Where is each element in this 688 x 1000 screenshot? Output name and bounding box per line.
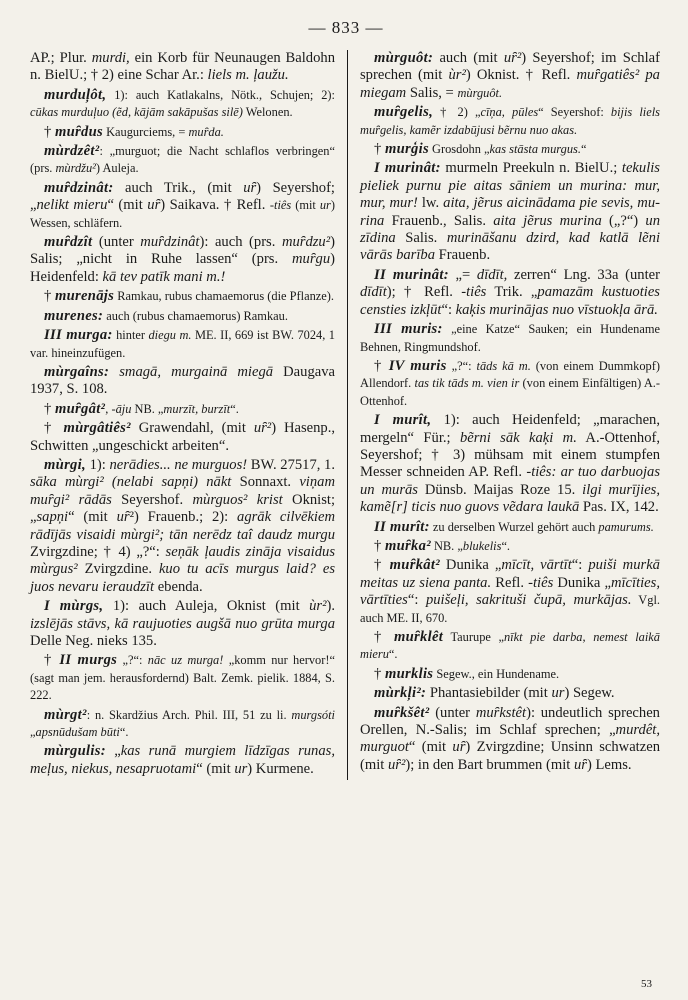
entry-text: tas tik tāds m. vien ir — [414, 376, 520, 391]
dictionary-entry — [30, 308, 335, 325]
entry-text: † — [374, 557, 390, 574]
headword: muȓdus — [54, 123, 103, 140]
headword: muȓgât² — [54, 400, 106, 417]
entry-text: smagā, murgainā miegā — [109, 363, 274, 380]
entry-text: murdêt, murguot — [360, 722, 660, 756]
entry-text: Grawendahl, (mit — [130, 420, 254, 437]
entry-text: † — [374, 141, 385, 158]
entry-text: auch (mit — [433, 50, 504, 66]
entry-text: BW. 27517, 1. — [247, 456, 335, 473]
entry-text: hinter — [112, 328, 149, 343]
entry-text: kā tev patīk mani m.! — [102, 268, 226, 285]
entry-text: “. — [501, 538, 511, 553]
entry-text: ) Oknist. † Refl. — [465, 67, 577, 84]
headword: muȓgelis, — [374, 104, 434, 121]
entry-text: puiši murkā meitas uz siena panta. — [360, 557, 660, 591]
dictionary-entry — [360, 321, 660, 356]
entry-text: Daugava 1937, S. 108. — [30, 363, 335, 398]
dictionary-entry — [30, 180, 335, 232]
entry-text: apsnūdušam būti — [35, 725, 120, 740]
entry-text: nerādies... ne murguos! — [109, 456, 248, 473]
entry-text: † — [44, 123, 55, 140]
entry-text: „ — [105, 743, 121, 760]
headword: IV muris — [388, 357, 447, 374]
entry-text: nīkt pie darba, nemest laikā mieru — [360, 630, 660, 662]
headword: muȓkšêt² — [374, 704, 430, 721]
entry-text: diegu m. — [148, 328, 192, 343]
entry-text: “ (mit — [68, 509, 117, 526]
dictionary-entry — [360, 412, 660, 516]
dictionary-entry — [360, 50, 660, 102]
entry-text: Taurupe „ — [443, 630, 504, 644]
entry-text: Refl. — [491, 574, 529, 591]
headword: mùrgaîns: — [44, 363, 110, 380]
entry-text: † 2) „ — [433, 105, 481, 120]
entry-text: aita, jẽrus aicinādama pie sevis, murina — [360, 195, 661, 229]
entry-text: ) Hasenp., Schwitten „ungeschickt arbeiten“. — [30, 420, 336, 454]
entry-text: ME. II, 669 ist BW. 7024, 1 var. hineinzufügen. — [30, 328, 335, 360]
entry-text: : n. Skardžius Arch. Phil. III, 51 zu li. — [86, 707, 292, 722]
headword: mùrdzêt² — [44, 143, 100, 160]
dictionary-entry — [30, 652, 335, 704]
entry-text: zu derselben Wurzel gehört auch — [429, 519, 599, 534]
entry-text: kas stāsta murgus. — [489, 142, 581, 157]
entry-text: muȓgu — [292, 251, 331, 268]
entry-text: „?“: — [117, 653, 148, 668]
entry-text: dīdīt — [360, 284, 387, 301]
entry-text: kaķis murinājas nuo vīstuokļa ārā. — [455, 301, 658, 318]
dictionary-entry — [360, 629, 660, 664]
dictionary-entry — [360, 666, 660, 683]
headword: murenājs — [54, 288, 115, 305]
entry-text: murināšanu dzird, kad katlā lẽni vārās barība — [360, 230, 661, 264]
entry-text: uȓ — [452, 739, 466, 756]
entry-text: “ (mit — [196, 760, 235, 777]
dictionary-entry — [30, 401, 335, 418]
entry-text: pamurums. — [598, 519, 654, 534]
entry-text: auch (rubus chamaemorus) Ramkau. — [103, 308, 288, 323]
entry-text: murzīt, burzīt — [163, 401, 231, 416]
entry-text: bẽrni sāk kaķi m. — [459, 429, 577, 446]
entry-text: Welonen. — [242, 105, 293, 120]
headword: II murinât: — [374, 266, 449, 283]
dictionary-entry — [30, 50, 335, 85]
entry-text: uȓ — [116, 509, 130, 526]
entry-text: aita jẽrus murina — [493, 212, 602, 229]
entry-text: cīņa, pūles — [480, 105, 539, 120]
entry-text: ùr² — [448, 67, 466, 84]
entry-text: murmeln Preekuln n. BielU.; — [440, 160, 622, 177]
entry-text: A.-Ottenhof, Seyershof; † 3) mühsam mit einem stumpfen Messer schneiden AP. Refl. — [360, 429, 661, 481]
entry-text: ur — [551, 685, 565, 702]
entry-text: “: — [571, 557, 589, 574]
entry-text: ùr² — [309, 598, 327, 615]
entry-text: Frauenb., Salis. — [384, 212, 494, 229]
entry-text: „eine Katze“ Sauken; ein Hundename Behnen, Ringmundshof. — [360, 322, 660, 354]
headword: murģis — [384, 141, 429, 158]
dictionary-entry — [360, 104, 660, 139]
headword: muȓdzît — [44, 234, 93, 251]
entry-text: (von einem Einfältigen) A.-Ottenhof. — [360, 376, 660, 408]
entry-text: ) Heidenfeld: — [30, 251, 335, 285]
entry-text: seņāk ļaudis zināja visaidus mùrgus² — [30, 543, 335, 578]
entry-text: kas runā murgiem līdzīgas runas, meļus, niekus, nesapruotami — [30, 743, 335, 777]
entry-text: NB. „ — [430, 538, 463, 553]
entry-text: liels m. ļaužu. — [207, 67, 289, 84]
entry-text: dīdīt, — [476, 266, 508, 283]
dictionary-entry — [30, 598, 335, 650]
entry-text: ²) Frauenb.; 2): — [129, 509, 238, 526]
entry-text: ); in den Bart brummen (mit — [405, 756, 574, 773]
entry-text: murdi, — [91, 50, 130, 66]
entry-text: „= — [448, 266, 477, 283]
entry-text: ): undeutlich sprechen Orellen, N.-Salis; im Schlaf sprechen; „ — [360, 704, 660, 739]
signature-mark: 53 — [641, 978, 652, 990]
entry-text: ) Zvirgzdine; Unsinn schwatzen (mit — [360, 739, 660, 773]
entry-text: uȓ — [147, 197, 161, 214]
entry-text: : „murguot; die Nacht schlaflos verbringen“ (prs. — [30, 144, 335, 176]
headword: I murinât: — [374, 160, 441, 177]
entry-text: † — [44, 652, 60, 669]
entry-text: muȓdzinât — [140, 234, 200, 251]
headword: II murît: — [374, 518, 430, 535]
entry-text: -tiês — [269, 198, 292, 213]
dictionary-entry — [360, 705, 660, 775]
entry-text: ) Seyershof; im Schlaf sprechen (mit — [360, 50, 660, 84]
dictionary-entry — [360, 358, 660, 410]
entry-text: (unter — [429, 704, 476, 721]
entry-text: (von einem Dummkopf) Allendorf. — [360, 358, 660, 391]
entry-text: uȓ² — [253, 420, 272, 437]
entry-text: uȓ — [573, 756, 587, 773]
entry-text: ) Auleja. — [95, 161, 139, 176]
entry-text: Salis. — [395, 230, 447, 247]
entry-text: Dunika „ — [439, 557, 502, 574]
entry-text: zerren“ Lng. 33a (unter — [507, 266, 660, 283]
entry-text: † — [374, 357, 389, 374]
dictionary-entry — [360, 160, 660, 264]
dictionary-entry — [30, 327, 335, 362]
entry-text: ur — [319, 198, 331, 213]
entry-text: Oknist; „ — [30, 491, 336, 526]
headword: muȓka² — [384, 537, 431, 554]
entry-text: “ Seyershof: — [538, 105, 611, 120]
entry-text: „?“: — [446, 358, 477, 373]
entry-text: AP.; Plur. — [30, 50, 92, 66]
entry-text: ilgi murījies, kamẽ[r] ticis nuo guovs vẽdara laukā — [360, 481, 661, 516]
entry-text: Sonnaxt. — [231, 474, 300, 491]
headword: mùrgi, — [44, 456, 86, 473]
entry-text: ): auch (prs. — [199, 234, 282, 251]
entry-text: ebenda. — [154, 578, 203, 595]
entry-text: 1): auch Auleja, Oknist (mit — [103, 598, 310, 615]
right-column — [347, 50, 660, 780]
entry-text: 1): auch Heidenfeld; „marachen, mergeln“ Für.; — [360, 412, 660, 446]
entry-text: Zvirgzdine; † 4) „?“: — [30, 543, 166, 560]
headword: muȓdzinât: — [44, 179, 114, 196]
entry-text: Grosdohn „ — [428, 142, 490, 157]
entry-text: NB. „ — [131, 401, 164, 416]
entry-text: „ — [30, 725, 36, 740]
entry-text: ) Segew. — [564, 685, 615, 702]
left-column — [30, 50, 347, 780]
entry-text: tekulis pieliek purnu pie aitas sāniem un murina: mur, mur, mur! — [360, 160, 660, 212]
dictionary-entry — [30, 420, 335, 455]
entry-text: izslējās stāvs, kā raujuoties augšā nuo grūta murga — [30, 615, 335, 632]
entry-text: blukelis — [462, 538, 502, 553]
entry-text: (unter — [92, 234, 141, 251]
entry-text: -tiês — [528, 574, 554, 591]
entry-text: “ — [580, 142, 587, 157]
entry-text: sāka mùrgi² (nelabi sapņi) nākt — [30, 474, 232, 491]
entry-text: † — [374, 629, 394, 645]
headword: mùrguôt: — [374, 50, 434, 66]
entry-text: ). — [326, 598, 335, 615]
entry-text: Kaugurciems, = — [103, 124, 189, 139]
entry-text: nāc uz murga! — [147, 653, 224, 668]
entry-text: auch Trik., (mit — [113, 179, 244, 196]
dictionary-entry — [360, 538, 660, 555]
headword: muȓkât² — [389, 557, 440, 574]
entry-text: nelikt mieru — [36, 197, 108, 214]
entry-text: uȓ² — [503, 50, 522, 66]
entry-text: Zvirgzdine. — [77, 561, 159, 578]
headword: II murgs — [59, 652, 118, 669]
headword: I mùrgs, — [44, 598, 104, 615]
entry-text: ); † Refl. — [386, 284, 462, 301]
entry-text: † — [44, 400, 55, 417]
headword: murduļôt, — [44, 86, 107, 103]
headword: mùrgt² — [44, 706, 87, 723]
headword: I murît, — [374, 412, 432, 429]
entry-text: un zīdina — [360, 212, 660, 247]
entry-text: agrāk cilvēkiem rādījās visaidi mùrgi²; tān nerēdz taî daudz murgu — [30, 509, 335, 543]
entry-text: “. — [119, 725, 129, 740]
entry-text: muȓda. — [188, 124, 224, 139]
dictionary-entry — [360, 557, 660, 627]
entry-text: Delle Neg. nieks 135. — [30, 633, 157, 649]
entry-text: † — [44, 420, 64, 437]
entry-text: bijis liels muȓgelis, kamẽr izdabūjusi bẽrnu nuo akas. — [360, 105, 660, 137]
dictionary-entry — [360, 141, 660, 158]
entry-text: mùrguôt. — [457, 85, 503, 100]
entry-text: mīcīties, vārtīties — [360, 574, 660, 609]
entry-text: („?“) — [601, 212, 646, 229]
headword: III murga: — [44, 327, 113, 344]
entry-text: 1): — [85, 456, 110, 473]
entry-text: Salis, = — [406, 84, 458, 101]
entry-text: ) Seyershof; „ — [30, 179, 335, 214]
entry-text: “ (mit — [107, 197, 148, 214]
dictionary-entry — [30, 707, 335, 742]
entry-text: † — [374, 665, 385, 682]
dictionary-entry — [30, 143, 335, 178]
dictionary-entry — [30, 743, 335, 778]
headword: mùrkļi²: — [374, 685, 427, 702]
entry-text: ein Korb für Neunaugen Baldohn n. BielU.; † 2) eine Schar Ar.: — [30, 50, 335, 84]
entry-text: mùrguos² krist — [192, 491, 283, 508]
entry-text: ) Lems. — [586, 756, 632, 773]
entry-text: Dünsb. Maijas Roze 15. — [417, 481, 583, 498]
headword: murklis — [384, 665, 434, 682]
entry-text: muȓgatiês² pa miegam — [360, 67, 660, 101]
entry-text: , — [105, 401, 112, 416]
headword: III muris: — [374, 321, 443, 338]
dictionary-entry — [30, 87, 335, 122]
entry-text: lw. — [417, 195, 444, 212]
entry-text: cūkas murduļuo (ẽd, kājām sakāpušas silē) — [30, 105, 243, 120]
entry-text: “: — [441, 301, 456, 318]
entry-text: Seyershof. — [111, 491, 193, 508]
entry-text: Pas. IX, 142. — [579, 499, 659, 516]
entry-text: ) Wessen, schläfern. — [30, 198, 335, 230]
entry-text: mùrdžu² — [55, 161, 96, 176]
entry-text: ur — [234, 760, 248, 777]
entry-text: † — [374, 537, 385, 554]
entry-text: Dunika „ — [553, 574, 611, 591]
dictionary-entry — [30, 288, 335, 305]
headword: muȓklêt — [393, 629, 444, 645]
entry-text: pamazām kustuoties censties izkļūt — [360, 284, 660, 318]
entry-text: Phantasiebilder (mit — [426, 685, 552, 702]
headword: murenes: — [44, 307, 104, 324]
entry-text: „komm nur hervor!“ (sagt man jem. herausfordernd) Balt. Zemk. pielik. 1884, S. 222. — [30, 653, 336, 703]
entry-text: Frauenb. — [435, 247, 491, 264]
dictionary-entry — [30, 124, 335, 141]
entry-text: (mit — [291, 198, 320, 213]
entry-text: “. — [230, 401, 239, 416]
entry-text: “. — [388, 647, 398, 662]
dictionary-entry — [30, 234, 335, 286]
entry-text: 1): auch Katlakalns, Nötk., Schujen; 2): — [106, 87, 335, 102]
entry-text: -tiês — [461, 284, 487, 301]
entry-text: uȓ — [243, 179, 257, 196]
entry-text: tāds kā m. — [476, 358, 531, 373]
entry-text: Trik. „ — [486, 284, 538, 301]
dictionary-entry — [360, 519, 660, 536]
entry-text: viņam muȓgi² rādās — [30, 474, 335, 508]
entry-text: ) Kurmene. — [247, 760, 314, 777]
entry-text: † — [44, 288, 55, 305]
entry-text: sapņi — [36, 509, 69, 526]
entry-text: “: — [407, 592, 426, 609]
entry-text: -tiês: ar tuo darbuojas un murās — [360, 464, 660, 498]
columns — [30, 50, 662, 780]
entry-text: muȓkstêt — [475, 704, 527, 721]
entry-text: mīcīt, vārtīt — [501, 557, 572, 574]
entry-text: uȓ² — [387, 756, 406, 773]
entry-text: Segew., ein Hundename. — [433, 666, 560, 681]
entry-text: murgsóti — [291, 707, 335, 722]
entry-text: puišeļi, sakrituši čupā, murkājas. — [425, 592, 632, 609]
dictionary-entry — [30, 457, 335, 596]
entry-text: Vgl. auch ME. II, 670. — [360, 593, 660, 625]
entry-text: Ramkau, rubus chamaemorus (die Pflanze). — [114, 289, 334, 304]
entry-text: muȓdzu² — [281, 234, 331, 251]
entry-text: “ (mit — [408, 739, 453, 756]
entry-text: -āju — [111, 401, 132, 416]
headword: mùrgulis: — [44, 743, 106, 760]
dictionary-entry — [360, 685, 660, 702]
headword: mùrgâtiês² — [63, 420, 131, 437]
entry-text: kuo tu acīs murgus laid? es juos nevaru ieraudzīt — [30, 561, 335, 595]
page-number: — 833 — — [308, 18, 384, 37]
entry-text: ) Saikava. † Refl. — [160, 197, 270, 214]
dictionary-entry — [360, 267, 660, 319]
dictionary-entry — [30, 364, 335, 399]
entry-text: ) Salis; „nicht in Ruhe lassen“ (prs. — [30, 234, 335, 268]
